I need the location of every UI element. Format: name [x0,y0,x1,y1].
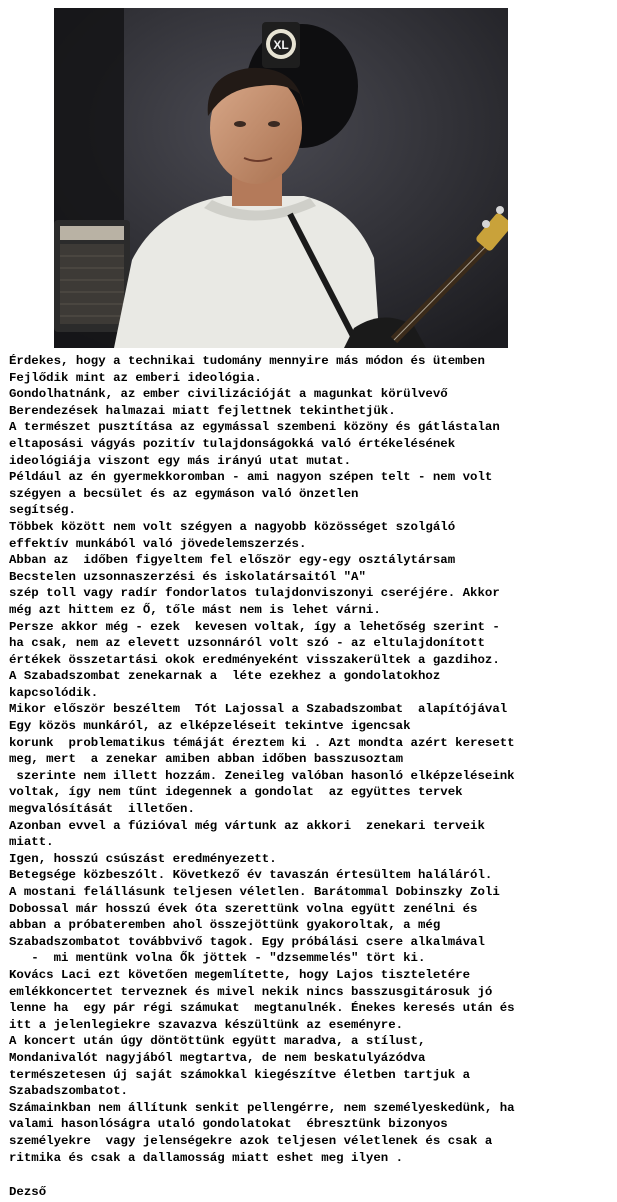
article-line: korunk problematikus témáját éreztem ki . Azt mondta azért keresett [9,735,515,750]
article-line: természetesen új saját számokkal kiegészítve életben tartjuk a [9,1067,471,1082]
article-line: szégyen a becsület és az egymáson való önzetlen [9,486,359,501]
article-line: Többek között nem volt szégyen a nagyobb közösséget szolgáló [9,519,456,534]
article-line: kapcsolódik. [9,685,99,700]
article-line: Abban az időben figyeltem fel először egy-egy osztálytársam [9,553,456,568]
article-line: miatt. [9,835,54,850]
author-signature: Dezső [9,1185,47,1199]
article-line: Számainkban nem állítunk senkit pellengérre, nem személyeskedünk, ha [9,1100,515,1115]
article-line: ritmika és csak a dallamosság miatt eshet meg ilyen . [9,1150,404,1165]
article-line: A koncert után úgy döntöttünk együtt maradva, a stílust, [9,1034,426,1049]
article-line: Szabadszombatot. [9,1084,128,1099]
article-line: eltaposási vágyás pozitív tulajdonságokká való értékelésének [9,436,456,451]
article-line: Becstelen uzsonnaszerzési és iskolatársaitól "A" [9,569,366,584]
article-line: valami hasonlóságra utaló gondolatokat ébresztünk bizonyos [9,1117,448,1132]
article-line: ha csak, nem az elevett uzsonnáról volt szó - az eltulajdonított [9,636,485,651]
article-line: megvalósítását illetően. [9,802,195,817]
article-line: Kovács Laci ezt követően megemlítette, hogy Lajos tiszteletére [9,967,471,982]
article-line: Dobossal már hosszú évek óta szerettünk volna együtt zenélni és [9,901,478,916]
article-line: Mikor először beszéltem Tót Lajossal a Szabadszombat alapítójával [9,702,508,717]
article-line: emlékkoncertet terveznek és mivel nekik nincs basszusgitárosuk jó [9,984,493,999]
article-line: itt a jelenlegiekre szavazva készültünk az eseményre. [9,1017,404,1032]
article-line: A Szabadszombat zenekarnak a léte ezekhez a gondolatokhoz [9,669,441,684]
article-line: szép toll vagy radír fondorlatos tulajdonviszonyi cseréjére. Akkor [9,586,500,601]
article-line: Egy közös munkáról, az elképzeléseit tekintve igencsak [9,719,411,734]
article-line: Betegsége közbeszólt. Következő év tavaszán értesültem haláláról. [9,868,493,883]
article-line: abban a próbateremben ahol összejöttünk gyakoroltak, a még [9,918,441,933]
article-body [9,353,613,1166]
article-line: voltak, így nem tűnt idegennek a gondolat az együttes tervek [9,785,463,800]
article-line: segítség. [9,503,76,518]
article-line: szerinte nem illett hozzám. Zeneileg valóban hasonló elképzeléseink [9,768,515,783]
article-line: Például az én gyermekkoromban - ami nagyon szépen telt - nem volt [9,470,493,485]
article-line: Azonban evvel a fúzióval még vártunk az akkori zenekari terveik [9,818,485,833]
article-line: Érdekes, hogy a technikai tudomány mennyire más módon és ütemben [9,354,485,368]
article-line: Persze akkor még - ezek kevesen voltak, így a lehetőség szerint - [9,619,500,634]
portrait-photo [54,8,508,348]
article-line: Berendezések halmazai miatt fejlettnek tekinthetjük. [9,403,396,418]
article-line: személyekre vagy jelenségekre azok teljesen véletlenek és csak a [9,1133,493,1148]
article-line: Gondolhatnánk, az ember civilizációját a magunkat körülvevő [9,387,448,402]
article-line: lenne ha egy pár régi számukat megtanulnék. Énekes keresés után és [9,1001,515,1016]
article-line: ideológiája viszont egy más irányú utat mutat. [9,453,352,468]
article-line: Igen, hosszú csúszást eredményezett. [9,851,277,866]
article-line: meg, mert a zenekar amiben abban időben basszusoztam [9,752,404,767]
article-line: effektív munkából való jövedelemszerzés. [9,536,307,551]
article-line: - mi mentünk volna Ők jöttek - "dzsemmelés" tört ki. [9,951,426,966]
article-line: Fejlődik mint az emberi ideológia. [9,370,262,385]
article-line: A természet pusztítása az egymással szembeni közöny és gátlástalan [9,420,500,435]
article-line: A mostani felállásunk teljesen véletlen. Barátommal Dobinszky Zoli [9,885,500,899]
article-line: értékek összetartási okok eredményeként visszakerültek a gazdihoz. [9,652,500,667]
svg-text:XL: XL [273,38,289,52]
amplifier [54,220,130,332]
article-line: Szabadszombatot továbbvivő tagok. Egy próbálási csere alkalmával [9,934,485,949]
article-line: még azt hittem ez Ő, tőle mást nem is lehet várni. [9,602,381,617]
portrait-illustration [54,8,508,348]
article-line: Mondanivalót nagyjából megtartva, de nem beskatulyázódva [9,1050,426,1065]
